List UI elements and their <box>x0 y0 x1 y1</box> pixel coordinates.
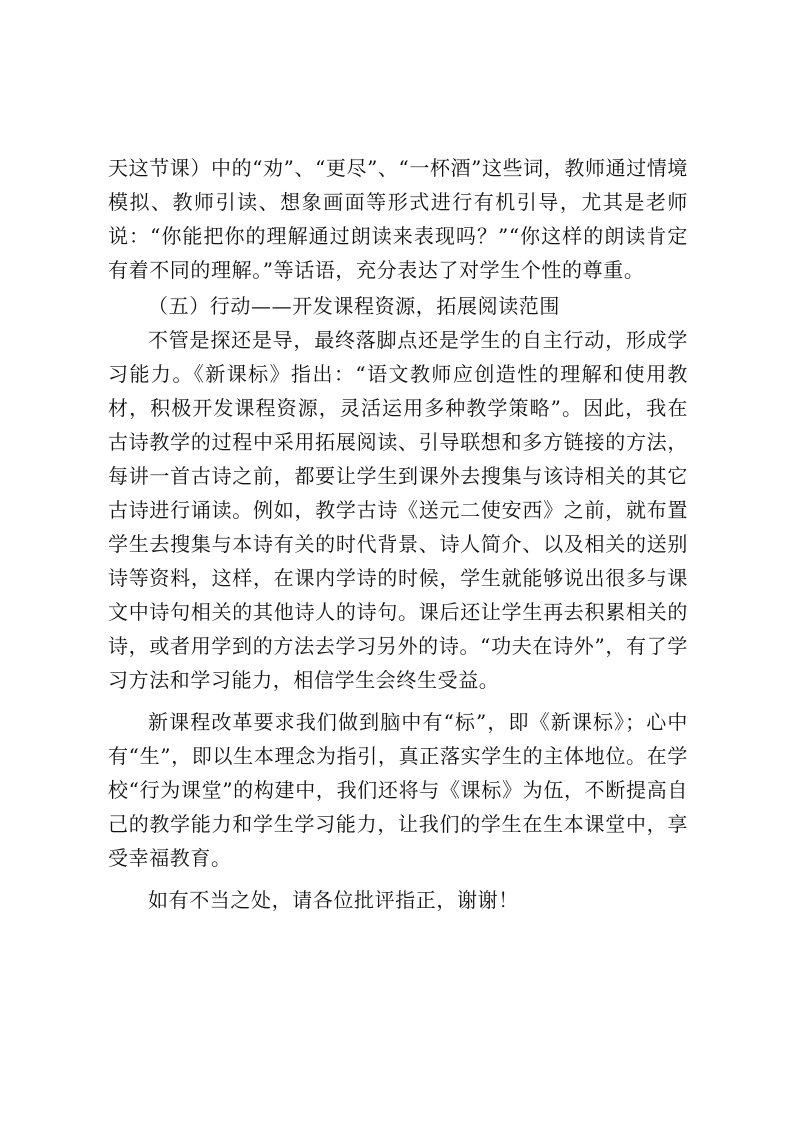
document-page <box>108 151 688 917</box>
paragraph-continuation: 天这节课）中的“劝”、“更尽”、“一杯酒”这些词，教师通过情境模拟、教师引读、想象画面等形式进行有机引导，尤其是老师说：“你能把你的理解通过朗读来表现吗？”“你这样的朗读肯定有着不同的理解。”等话语，充分表达了对学生个性的尊重。 <box>108 156 688 282</box>
paragraph-body: 不管是探还是导，最终落脚点还是学生的自主行动，形成学习能力。《新课标》指出：“语文教师应创造性的理解和使用教材，积极开发课程资源，灵活运用多种教学策略”。因此，我在古诗教学的过程中采用拓展阅读、引导联想和多方链接的方法，每讲一首古诗之前，都要让学生到课外去搜集与该诗相关的其它古诗进行诵读。例如，教学古诗《送元二使安西》之前，就布置学生去搜集与本诗有关的时代背景、诗人简介、以及相关的送别诗等资料，这样，在课内学诗的时候，学生就能够说出很多与课文中诗句相关的其他诗人的诗句。课后还让学生再去积累相关的诗，或者用学到的方法去学习另外的诗。“功夫在诗外”，有了学习方法和学习能力，相信学生会终生受益。 <box>108 328 688 692</box>
section-heading: （五）行动——开发课程资源，拓展阅读范围 <box>148 294 560 318</box>
paragraph-closing: 如有不当之处，请各位批评指正，谢谢！ <box>148 888 519 912</box>
paragraph-body: 新课程改革要求我们做到脑中有“标”，即《新课标》；心中有“生”，即以生本理念为指引，真正落实学生的主体地位。在学校“行为课堂”的构建中，我们还将与《课标》为伍，不断提高自己的教学能力和学生学习能力，让我们的学生在生本课堂中，享受幸福教育。 <box>108 710 688 870</box>
